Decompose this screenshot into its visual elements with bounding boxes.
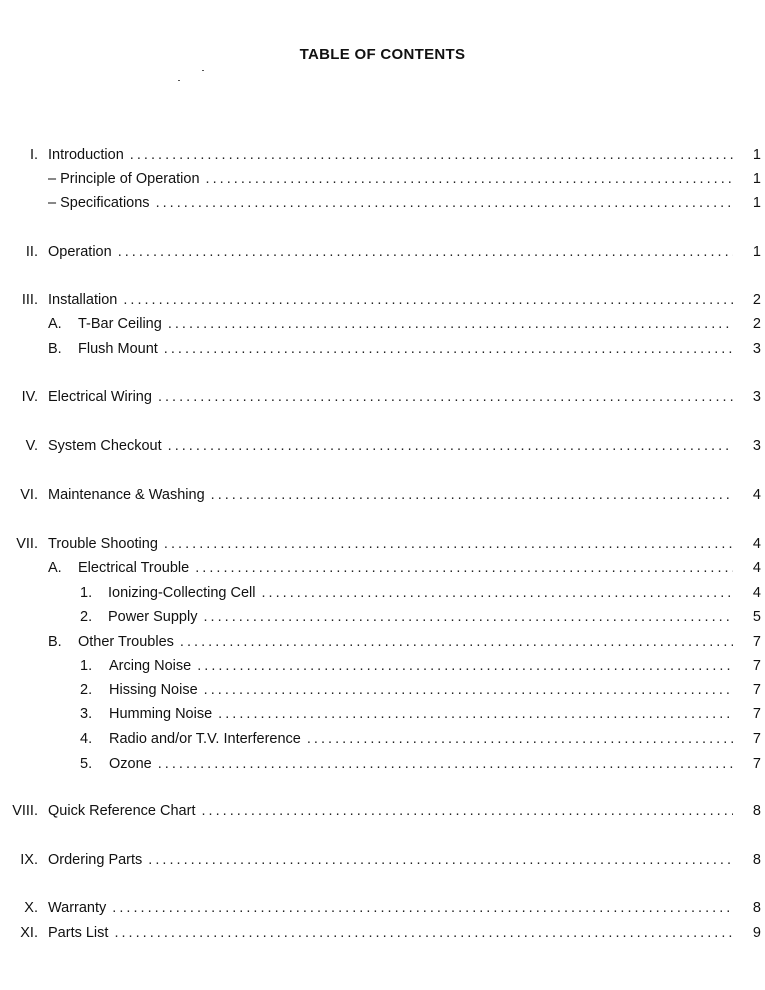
entry-label xyxy=(48,898,106,918)
entry-label xyxy=(48,314,162,334)
toc-entry[interactable] xyxy=(0,339,765,359)
entry-label xyxy=(48,632,174,652)
dot-leader xyxy=(180,632,733,652)
toc-entry[interactable] xyxy=(0,485,765,505)
dot-leader xyxy=(130,145,733,165)
dot-leader xyxy=(114,923,733,943)
dot-leader xyxy=(156,193,733,213)
entry-prefix: 4. xyxy=(80,731,93,747)
entry-title: Introduction xyxy=(48,147,124,163)
entry-label xyxy=(48,923,108,943)
toc-entry[interactable] xyxy=(0,242,765,262)
dot-leader xyxy=(197,656,733,676)
page-number: 9 xyxy=(752,925,761,941)
entry-title: Flush Mount xyxy=(78,341,158,357)
toc-entry[interactable] xyxy=(0,801,765,821)
dot-leader xyxy=(203,607,733,627)
toc-entry[interactable] xyxy=(0,923,765,943)
page-number: 7 xyxy=(752,658,761,674)
page-number: 4 xyxy=(752,560,761,576)
page-number: 3 xyxy=(752,389,761,405)
section-number: VII. xyxy=(16,536,38,552)
entry-label xyxy=(48,558,189,578)
page-number: 4 xyxy=(752,585,761,601)
page-number: 1 xyxy=(752,147,761,163)
entry-title: System Checkout xyxy=(48,438,162,454)
dot-leader xyxy=(262,583,734,603)
toc-entry[interactable] xyxy=(0,898,765,918)
dot-leader xyxy=(201,801,733,821)
entry-label xyxy=(48,242,112,262)
dot-leader xyxy=(158,387,733,407)
dot-leader xyxy=(206,169,733,189)
dot-leader xyxy=(123,290,733,310)
entry-label xyxy=(48,850,142,870)
toc-entry[interactable] xyxy=(0,387,765,407)
entry-label xyxy=(80,704,212,724)
entry-title: Ordering Parts xyxy=(48,852,143,868)
section-number: IV. xyxy=(21,389,38,405)
section-number: II. xyxy=(25,244,38,260)
entry-title: Radio and/or T.V. Interference xyxy=(109,731,301,747)
page-number: 7 xyxy=(752,682,761,698)
toc-entry[interactable] xyxy=(0,583,765,603)
entry-prefix: 3. xyxy=(80,706,93,722)
entry-prefix: A. xyxy=(48,560,62,576)
toc-entry[interactable] xyxy=(0,680,765,700)
entry-label xyxy=(48,145,124,165)
dot-leader xyxy=(211,485,733,505)
toc-entry[interactable] xyxy=(0,436,765,456)
toc-entry[interactable] xyxy=(0,850,765,870)
entry-title: Arcing Noise xyxy=(109,658,192,674)
entry-label xyxy=(48,290,117,310)
page-number: 1 xyxy=(752,171,761,187)
entry-title: Electrical Trouble xyxy=(78,560,190,576)
page-number: 7 xyxy=(752,756,761,772)
page-number: 1 xyxy=(752,244,761,260)
entry-title: Other Troubles xyxy=(78,634,174,650)
entry-title: Parts List xyxy=(48,925,109,941)
entry-title: T-Bar Ceiling xyxy=(78,316,162,332)
entry-title: Ionizing-Collecting Cell xyxy=(108,585,256,601)
entry-title: – Principle of Operation xyxy=(48,171,200,187)
entry-label xyxy=(48,339,158,359)
dot-leader xyxy=(168,436,733,456)
toc-entry[interactable] xyxy=(0,314,765,334)
entry-title: Power Supply xyxy=(108,609,198,625)
toc-entry[interactable] xyxy=(0,558,765,578)
page-number: 3 xyxy=(752,438,761,454)
page-title: TABLE OF CONTENTS xyxy=(299,46,466,63)
page-number: 8 xyxy=(752,803,761,819)
page-number: 3 xyxy=(752,341,761,357)
entry-label xyxy=(48,534,158,554)
entry-title: Operation xyxy=(48,244,112,260)
entry-label xyxy=(48,485,205,505)
entry-label xyxy=(80,754,152,774)
section-number: VIII. xyxy=(12,803,38,819)
entry-label xyxy=(80,656,191,676)
toc-entry[interactable] xyxy=(0,704,765,724)
toc-entry[interactable] xyxy=(0,290,765,310)
entry-prefix: B. xyxy=(48,634,62,650)
page-number: 2 xyxy=(752,292,761,308)
section-number: V. xyxy=(25,438,38,454)
dot-leader xyxy=(307,729,733,749)
dot-leader xyxy=(148,850,733,870)
toc-entry[interactable] xyxy=(0,534,765,554)
entry-title: Ozone xyxy=(109,756,152,772)
entry-label xyxy=(80,729,301,749)
page-number: 5 xyxy=(752,609,761,625)
page-number: 4 xyxy=(752,487,761,503)
entry-label xyxy=(48,436,162,456)
entry-title: Installation xyxy=(48,292,118,308)
dot-leader xyxy=(204,680,733,700)
page-number: 1 xyxy=(752,195,761,211)
dot-leader xyxy=(112,898,733,918)
page-number: 8 xyxy=(752,852,761,868)
entry-title: Hissing Noise xyxy=(109,682,198,698)
page-number: 7 xyxy=(752,731,761,747)
entry-label xyxy=(48,387,152,407)
entry-label xyxy=(48,169,200,189)
section-number: XI. xyxy=(20,925,38,941)
entry-title: Quick Reference Chart xyxy=(48,803,196,819)
entry-title: Maintenance & Washing xyxy=(48,487,205,503)
toc-entry[interactable] xyxy=(0,729,765,749)
entry-prefix: 1. xyxy=(80,658,93,674)
toc-entry[interactable] xyxy=(0,145,765,165)
dot-leader xyxy=(118,242,733,262)
page-number: 7 xyxy=(752,634,761,650)
toc-entry[interactable] xyxy=(0,656,765,676)
entry-title: – Specifications xyxy=(48,195,150,211)
entry-prefix: 2. xyxy=(80,682,93,698)
section-number: III. xyxy=(21,292,38,308)
dot-leader xyxy=(168,314,733,334)
entry-prefix: 1. xyxy=(80,585,93,601)
toc-entry[interactable] xyxy=(0,632,765,652)
toc-entry[interactable] xyxy=(0,193,765,213)
entry-prefix: 5. xyxy=(80,756,93,772)
page-number: 7 xyxy=(752,706,761,722)
section-number: VI. xyxy=(20,487,38,503)
entry-label xyxy=(80,607,197,627)
entry-prefix: A. xyxy=(48,316,62,332)
toc-entry[interactable] xyxy=(0,169,765,189)
section-number: IX. xyxy=(20,852,38,868)
entry-label xyxy=(80,583,256,603)
entry-prefix: 2. xyxy=(80,609,93,625)
entry-prefix: B. xyxy=(48,341,62,357)
page-number: 2 xyxy=(752,316,761,332)
entry-title: Trouble Shooting xyxy=(48,536,158,552)
entry-title: Warranty xyxy=(48,900,107,916)
dot-leader xyxy=(218,704,733,724)
entry-label xyxy=(80,680,198,700)
toc-entry[interactable] xyxy=(0,607,765,627)
toc-entry[interactable] xyxy=(0,754,765,774)
dot-leader xyxy=(164,339,733,359)
entry-title: Humming Noise xyxy=(109,706,213,722)
entry-label xyxy=(48,801,195,821)
dot-leader xyxy=(164,534,733,554)
page-number: 4 xyxy=(752,536,761,552)
section-number: X. xyxy=(24,900,38,916)
dot-leader xyxy=(158,754,733,774)
page-number: 8 xyxy=(752,900,761,916)
section-number: I. xyxy=(29,147,38,163)
entry-title: Electrical Wiring xyxy=(48,389,152,405)
entry-label xyxy=(48,193,150,213)
dot-leader xyxy=(195,558,733,578)
